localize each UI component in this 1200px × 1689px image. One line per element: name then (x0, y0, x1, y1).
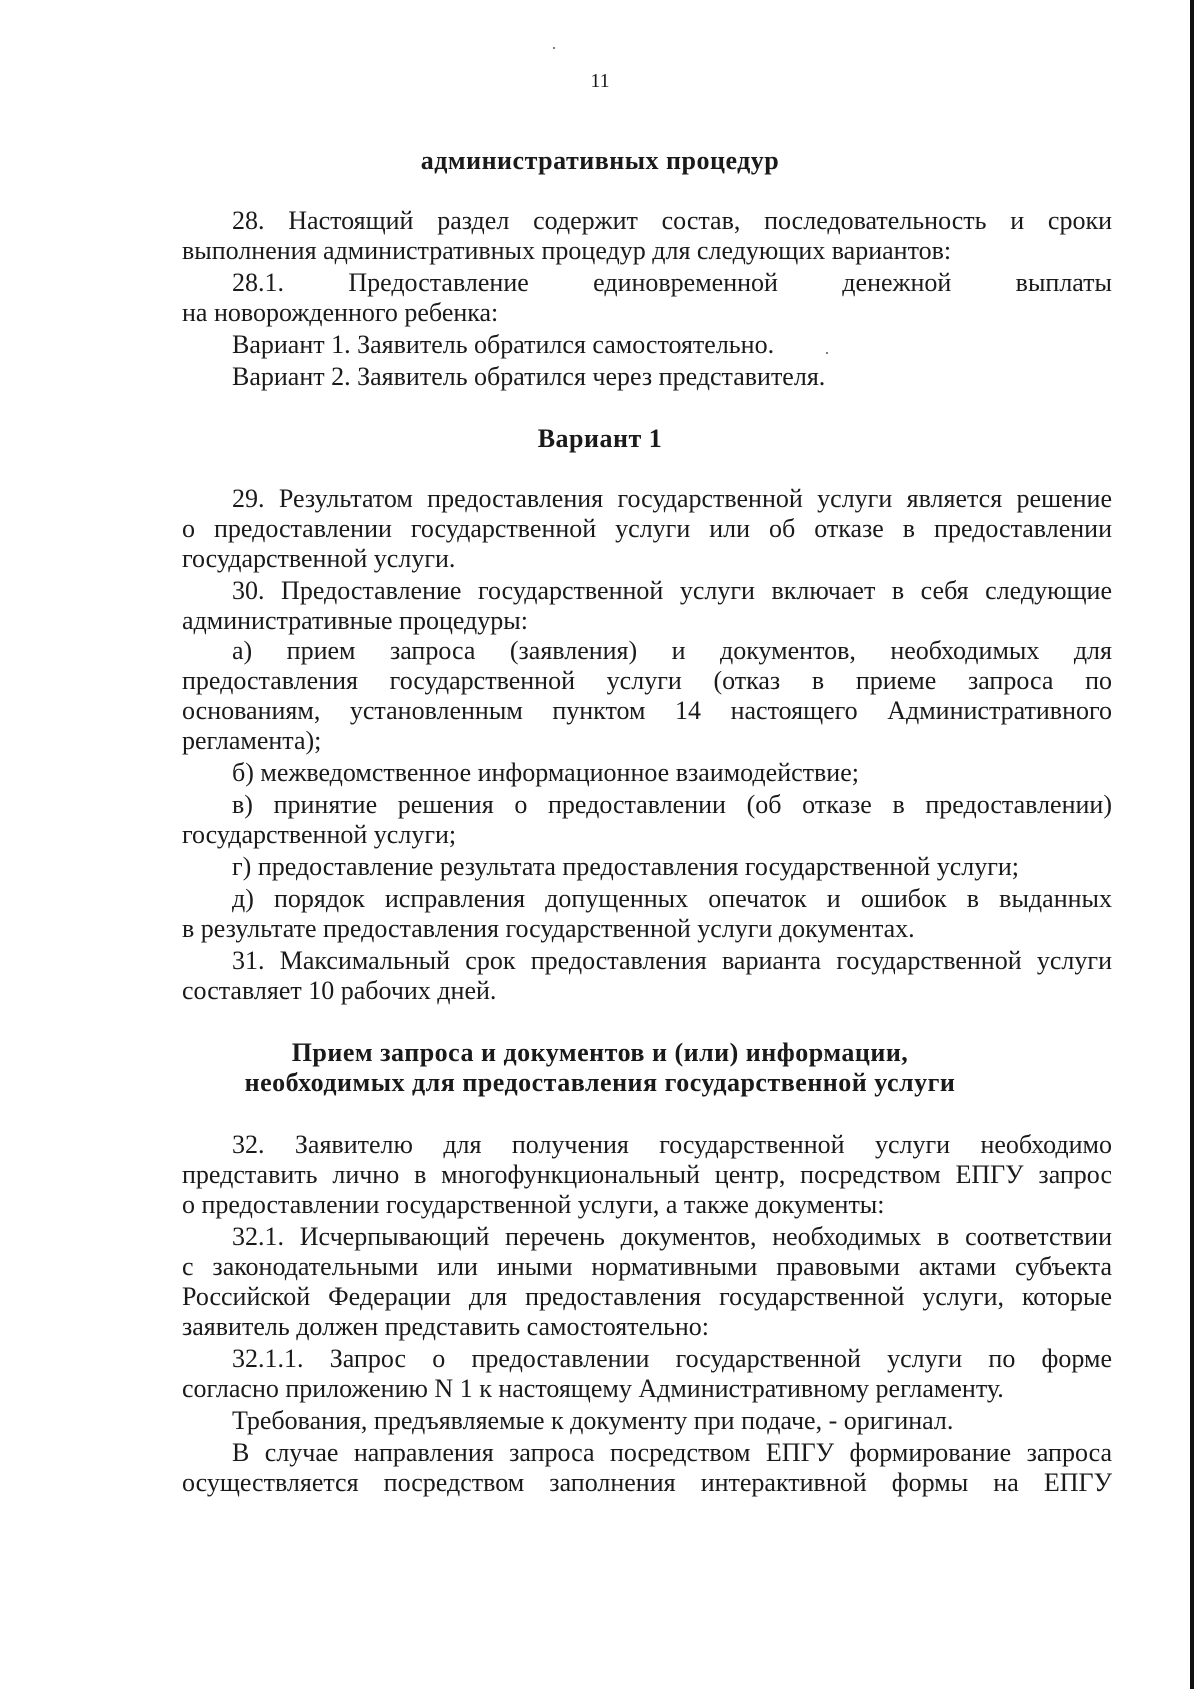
paragraph-29-line-3: государственной услуги. (182, 544, 456, 573)
item-b-line: б) межведомственное информационное взаимодействие; (232, 758, 859, 787)
item-a-line-3: основаниям, установленным пунктом 14 настоящего Административного (182, 696, 1112, 725)
item-a-line-1: а) прием запроса (заявления) и документов, необходимых для (232, 636, 1112, 665)
paragraph-29-line-1: 29. Результатом предоставления государственной услуги является решение (232, 484, 1112, 513)
item-d-line-1: д) порядок исправления допущенных опечаток и ошибок в выданных (232, 884, 1112, 913)
section-heading-line-1: Прием запроса и документов и (или) информации, (291, 1038, 909, 1067)
page-number: 11 (590, 70, 610, 92)
paragraph-32-1-line-4: заявитель должен представить самостоятельно: (182, 1312, 710, 1341)
paragraph-28-1-line-1: 28.1. Предоставление единовременной денежной выплаты (232, 268, 1112, 297)
paragraph-32-1-line-2: с законодательными или иными нормативными правовыми актами субъекта (182, 1252, 1112, 1281)
item-d-line-2: в результате предоставления государственной услуги документах. (182, 914, 915, 943)
item-a-line-4: регламента); (182, 726, 322, 755)
paragraph-32-line-1: 32. Заявителю для получения государственной услуги необходимо (232, 1130, 1112, 1159)
paragraph-28-line-2: выполнения административных процедур для следующих вариантов: (182, 236, 952, 265)
paragraph-32-1-line-3: Российской Федерации для предоставления государственной услуги, которые (182, 1282, 1112, 1311)
item-v-line-2: государственной услуги; (182, 820, 457, 849)
paragraph-32-line-3: о предоставлении государственной услуги, а также документы: (182, 1190, 885, 1219)
paragraph-32-line-2: представить лично в многофункциональный центр, посредством ЕПГУ запрос (182, 1160, 1112, 1189)
requirements-line: Требования, предъявляемые к документу при подаче, - оригинал. (232, 1406, 954, 1435)
section-heading-continued: административных процедур (420, 146, 780, 175)
item-g-line: г) предоставление результата предоставления государственной услуги; (232, 852, 1020, 881)
paragraph-28-line-1: 28. Настоящий раздел содержит состав, последовательность и сроки (232, 206, 1112, 235)
epgu-paragraph-line-2: осуществляется посредством заполнения интерактивной формы на ЕПГУ (182, 1468, 1112, 1497)
paragraph-30-line-2: административные процедуры: (182, 606, 528, 635)
scan-speck (553, 47, 555, 49)
paragraph-29-line-2: о предоставлении государственной услуги или об отказе в предоставлении (182, 514, 1112, 543)
epgu-paragraph-line-1: В случае направления запроса посредством ЕПГУ формирование запроса (232, 1438, 1112, 1467)
section-heading-line-2: необходимых для предоставления государственной услуги (244, 1068, 956, 1097)
scan-edge-shadow (1190, 0, 1194, 1689)
variant-1-heading: Вариант 1 (537, 424, 663, 453)
paragraph-32-1-1-line-2: согласно приложению N 1 к настоящему Административному регламенту. (182, 1374, 1004, 1403)
paragraph-32-1-line-1: 32.1. Исчерпывающий перечень документов, необходимых в соответствии (232, 1222, 1112, 1251)
item-v-line-1: в) принятие решения о предоставлении (об отказе в предоставлении) (232, 790, 1112, 819)
variant-2-line: Вариант 2. Заявитель обратился через представителя. (232, 362, 826, 391)
paragraph-28-1-line-2: на новорожденного ребенка: (182, 298, 499, 327)
item-a-line-2: предоставления государственной услуги (отказ в приеме запроса по (182, 666, 1112, 695)
paragraph-31-line-1: 31. Максимальный срок предоставления варианта государственной услуги (232, 946, 1112, 975)
paragraph-31-line-2: составляет 10 рабочих дней. (182, 976, 497, 1005)
paragraph-32-1-1-line-1: 32.1.1. Запрос о предоставлении государственной услуги по форме (232, 1344, 1112, 1373)
variant-1-line: Вариант 1. Заявитель обратился самостоятельно. (232, 330, 775, 359)
paragraph-30-line-1: 30. Предоставление государственной услуги включает в себя следующие (232, 576, 1112, 605)
